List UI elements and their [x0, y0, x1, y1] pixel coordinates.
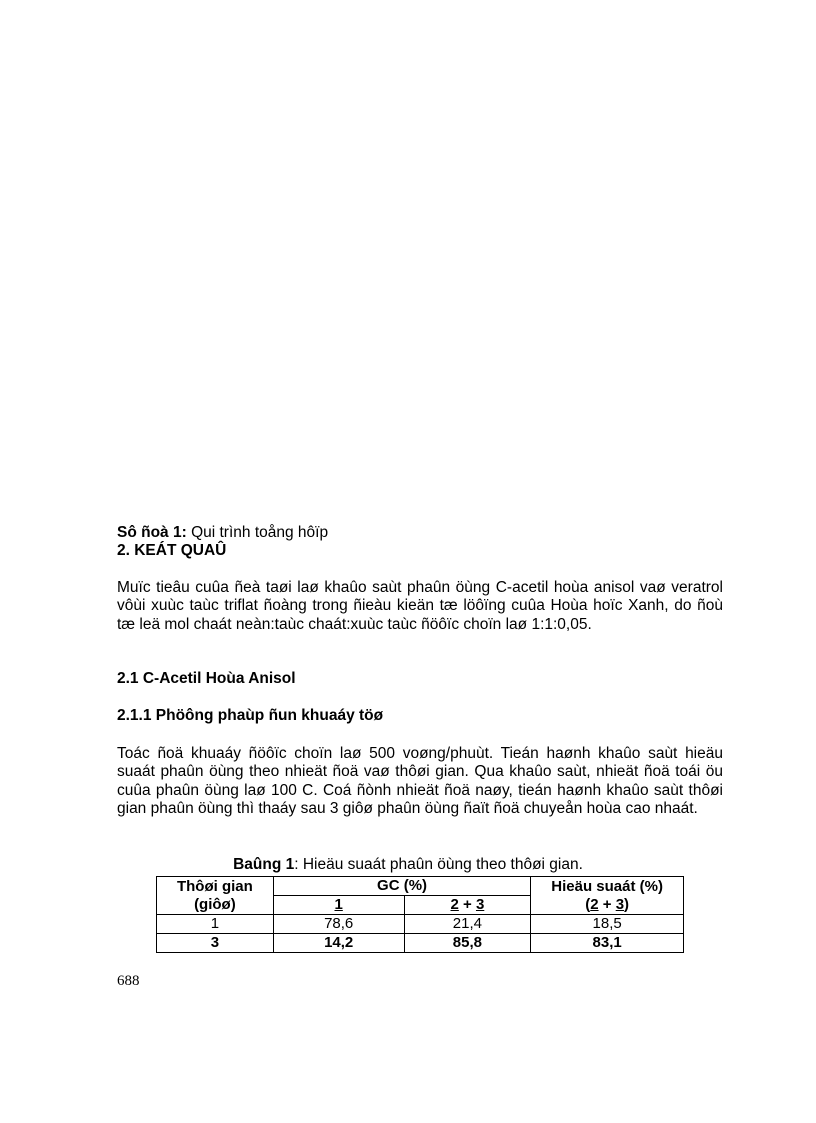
table-caption-label: Baûng 1: [233, 856, 295, 873]
header-gc: GC (%): [273, 877, 530, 896]
table-row: [157, 915, 684, 934]
table-caption: [0, 856, 816, 874]
figure-caption-text: Qui trình toång hôïp: [186, 524, 329, 541]
figure-caption-label: Sô ñoà 1:: [117, 524, 187, 541]
header-yield: [531, 877, 684, 915]
cell-gc23: 21,4: [404, 915, 531, 934]
cell-time: 3: [157, 934, 274, 953]
subsection-heading: 2.1 C-Acetil Hoùa Anisol: [117, 670, 296, 687]
section-heading: 2. KEÁT QUAÛ: [117, 542, 227, 559]
header-yield-line2: (2 + 3): [585, 895, 630, 913]
cell-gc1: 78,6: [273, 915, 404, 934]
cell-gc23: 85,8: [404, 934, 531, 953]
header-time-line2: (giôø): [194, 895, 236, 913]
cell-yield: 18,5: [531, 915, 684, 934]
page-number: 688: [117, 973, 140, 989]
cell-gc1: 14,2: [273, 934, 404, 953]
cell-yield: 83,1: [531, 934, 684, 953]
header-yield-line1: Hieäu suaát (%): [551, 877, 663, 895]
subsubsection-heading: 2.1.1 Phöông phaùp ñun khuaáy töø: [117, 707, 384, 724]
body-paragraph: Toác ñoä khuaáy ñöôïc choïn laø 500 voøng/phuùt. Tieán haønh khaûo saùt hieäu suaát phaûn öùng theo nhieät ñoä vaø thôøi gian. Qua khaûo saùt, nhieät ñoä toái öu cuûa phaûn öùng laø 100 C. Coá ñònh nhieät ñoä naøy, tieán haønh khaûo saùt thôøi gian phaûn öùng thì thaáy sau 3 giôø phaûn öùng ñaït ñoä chuyeån hoùa cao nhaát.: [117, 745, 723, 818]
intro-paragraph: Muïc tieâu cuûa ñeà taøi laø khaûo saùt phaûn öùng C-acetil hoùa anisol vaø veratrol vôùi xuùc taùc triflat ñoàng trong ñieàu kieän tæ löôïng cuûa Hoùa hoïc Xanh, do ñoù tæ leä mol chaát neàn:taùc chaát:xuùc taùc ñöôïc choïn laø 1:1:0,05.: [117, 579, 723, 633]
table-caption-text: : Hieäu suaát phaûn öùng theo thôøi gian.: [294, 856, 583, 873]
subheader-product-2-3: 2 + 3: [404, 896, 531, 915]
header-time: [157, 877, 274, 915]
header-time-line1: Thôøi gian: [176, 877, 253, 895]
figure-caption: [117, 524, 723, 542]
results-table: [156, 876, 684, 953]
table-row: [157, 934, 684, 953]
subheader-product-1: 1: [273, 896, 404, 915]
cell-time: 1: [157, 915, 274, 934]
